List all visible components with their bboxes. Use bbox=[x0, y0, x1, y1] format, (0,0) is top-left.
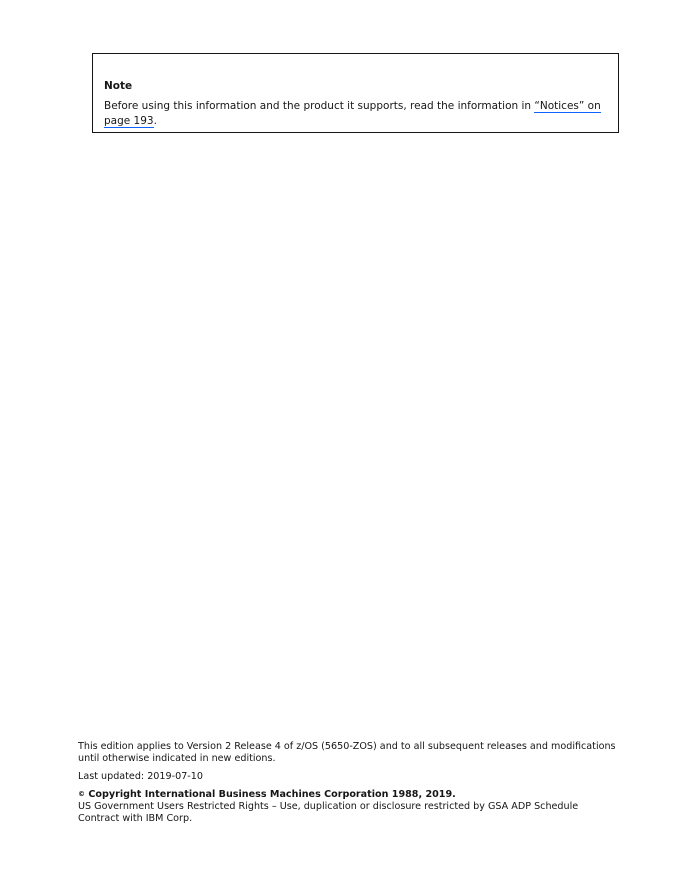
last-updated: Last updated: 2019-07-10 bbox=[78, 771, 203, 782]
note-text-after: . bbox=[153, 115, 157, 127]
restricted-rights: US Government Users Restricted Rights – Use, duplication or disclosure restricted by GSA ADP Schedule Contract with IBM Corp. bbox=[78, 801, 579, 824]
note-box bbox=[92, 53, 619, 133]
copyright-line bbox=[78, 789, 618, 801]
note-heading: Note bbox=[104, 80, 133, 92]
edition-footer bbox=[78, 741, 618, 825]
note-body bbox=[104, 99, 607, 129]
copyright-symbol: © bbox=[78, 790, 85, 798]
edition-notice: This edition applies to Version 2 Release 4 of z/OS (5650-ZOS) and to all subsequent releases and modifications until otherwise indicated in new editions. bbox=[78, 741, 616, 764]
note-text-before: Before using this information and the product it supports, read the information in bbox=[104, 100, 535, 112]
notices-link[interactable]: “Notices” on page 193 bbox=[104, 100, 601, 127]
copyright-text: Copyright International Business Machines Corporation 1988, 2019. bbox=[85, 789, 456, 800]
